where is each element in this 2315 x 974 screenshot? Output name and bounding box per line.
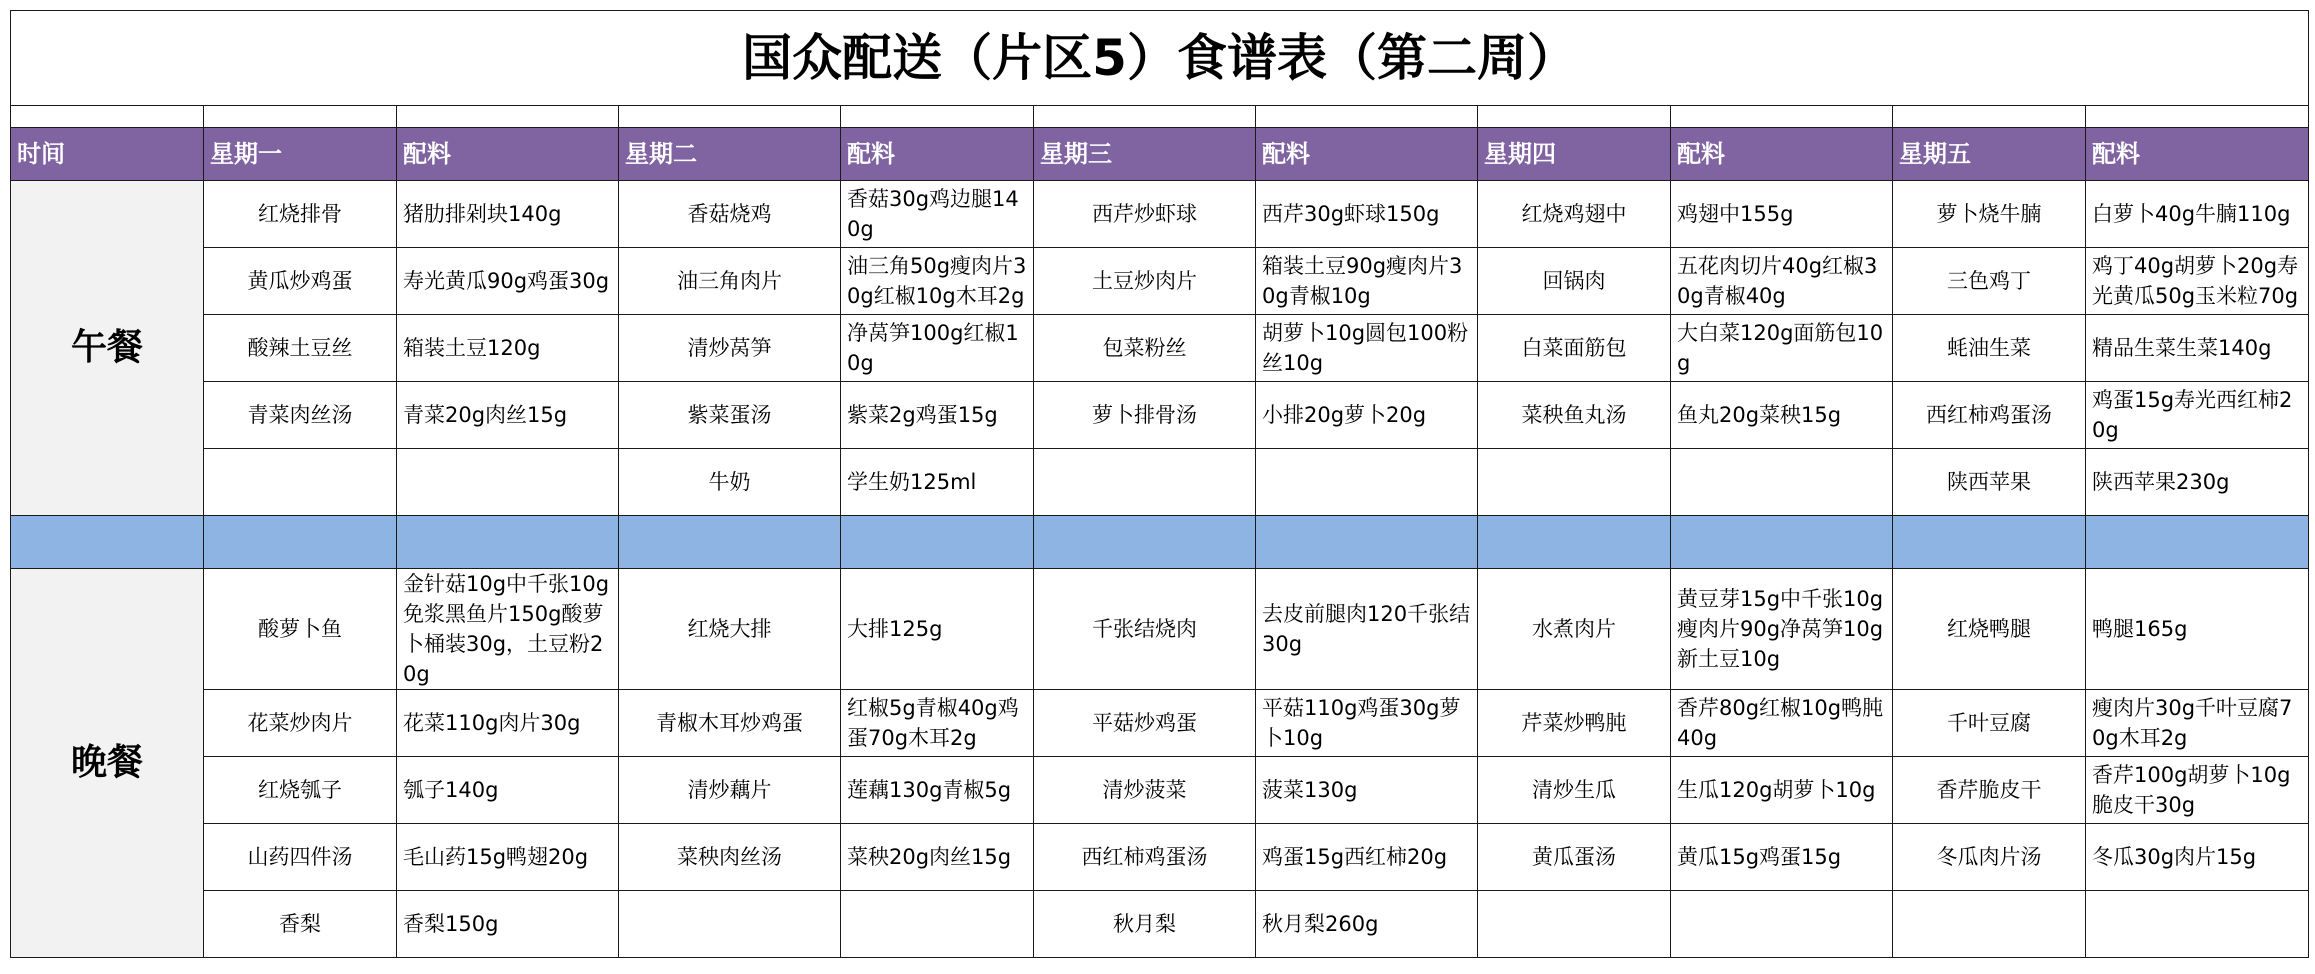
ingredients-cell: 鸡蛋15g西红柿20g — [1256, 824, 1478, 891]
dish-cell: 香菇烧鸡 — [619, 181, 841, 248]
dinner-label: 晚餐 — [11, 569, 204, 958]
dish-cell: 黄瓜炒鸡蛋 — [204, 248, 397, 315]
header-ingredients: 配料 — [397, 128, 619, 181]
dish-cell: 蚝油生菜 — [1893, 315, 2086, 382]
ingredients-cell: 菜秧20g肉丝15g — [841, 824, 1034, 891]
dish-cell: 山药四件汤 — [204, 824, 397, 891]
dish-cell: 陕西苹果 — [1893, 449, 2086, 516]
dish-cell: 花菜炒肉片 — [204, 690, 397, 757]
dinner-row — [11, 891, 2309, 958]
ingredients-cell: 花菜110g肉片30g — [397, 690, 619, 757]
dish-cell: 青菜肉丝汤 — [204, 382, 397, 449]
header-row — [11, 128, 2309, 181]
dish-cell: 酸辣土豆丝 — [204, 315, 397, 382]
ingredients-cell: 菠菜130g — [1256, 757, 1478, 824]
dish-cell: 白菜面筋包 — [1478, 315, 1671, 382]
header-thursday: 星期四 — [1478, 128, 1671, 181]
ingredients-cell: 小排20g萝卜20g — [1256, 382, 1478, 449]
dish-cell: 三色鸡丁 — [1893, 248, 2086, 315]
dish-cell: 清炒莴笋 — [619, 315, 841, 382]
ingredients-cell: 红椒5g青椒40g鸡蛋70g木耳2g — [841, 690, 1034, 757]
ingredients-cell: 白萝卜40g牛腩110g — [2086, 181, 2309, 248]
dish-cell: 酸萝卜鱼 — [204, 569, 397, 690]
dish-cell: 黄瓜蛋汤 — [1478, 824, 1671, 891]
dish-cell: 红烧瓠子 — [204, 757, 397, 824]
dish-cell: 红烧鸭腿 — [1893, 569, 2086, 690]
dish-cell: 青椒木耳炒鸡蛋 — [619, 690, 841, 757]
header-ingredients: 配料 — [2086, 128, 2309, 181]
ingredients-cell — [1671, 891, 1893, 958]
dinner-row — [11, 757, 2309, 824]
dish-cell: 香梨 — [204, 891, 397, 958]
dish-cell: 千张结烧肉 — [1034, 569, 1256, 690]
dish-cell — [1478, 891, 1671, 958]
dish-cell: 芹菜炒鸭肫 — [1478, 690, 1671, 757]
dish-cell: 清炒藕片 — [619, 757, 841, 824]
dish-cell: 千叶豆腐 — [1893, 690, 2086, 757]
lunch-row — [11, 382, 2309, 449]
ingredients-cell: 猪肋排剁块140g — [397, 181, 619, 248]
header-wednesday: 星期三 — [1034, 128, 1256, 181]
ingredients-cell: 冬瓜30g肉片15g — [2086, 824, 2309, 891]
lunch-row — [11, 449, 2309, 516]
ingredients-cell: 生瓜120g胡萝卜10g — [1671, 757, 1893, 824]
dish-cell: 清炒生瓜 — [1478, 757, 1671, 824]
ingredients-cell: 精品生菜生菜140g — [2086, 315, 2309, 382]
ingredients-cell: 瘦肉片30g千叶豆腐70g木耳2g — [2086, 690, 2309, 757]
header-ingredients: 配料 — [841, 128, 1034, 181]
dish-cell: 菜秧鱼丸汤 — [1478, 382, 1671, 449]
ingredients-cell: 香芹80g红椒10g鸭肫40g — [1671, 690, 1893, 757]
ingredients-cell: 寿光黄瓜90g鸡蛋30g — [397, 248, 619, 315]
ingredients-cell: 鱼丸20g菜秧15g — [1671, 382, 1893, 449]
dish-cell: 牛奶 — [619, 449, 841, 516]
ingredients-cell: 箱装土豆90g瘦肉片30g青椒10g — [1256, 248, 1478, 315]
ingredients-cell — [2086, 891, 2309, 958]
header-ingredients: 配料 — [1671, 128, 1893, 181]
dish-cell: 萝卜排骨汤 — [1034, 382, 1256, 449]
dish-cell: 香芹脆皮干 — [1893, 757, 2086, 824]
dish-cell — [204, 449, 397, 516]
dish-cell: 西红柿鸡蛋汤 — [1893, 382, 2086, 449]
dinner-row — [11, 569, 2309, 690]
page-title: 国众配送（片区5）食谱表（第二周） — [11, 11, 2309, 106]
ingredients-cell: 去皮前腿肉120千张结30g — [1256, 569, 1478, 690]
ingredients-cell: 油三角50g瘦肉片30g红椒10g木耳2g — [841, 248, 1034, 315]
dish-cell: 回锅肉 — [1478, 248, 1671, 315]
lunch-row — [11, 315, 2309, 382]
header-time: 时间 — [11, 128, 204, 181]
dish-cell: 红烧排骨 — [204, 181, 397, 248]
dish-cell: 清炒菠菜 — [1034, 757, 1256, 824]
ingredients-cell: 金针菇10g中千张10g免浆黑鱼片150g酸萝卜桶装30g，土豆粉20g — [397, 569, 619, 690]
ingredients-cell — [397, 449, 619, 516]
dish-cell: 冬瓜肉片汤 — [1893, 824, 2086, 891]
ingredients-cell: 黄瓜15g鸡蛋15g — [1671, 824, 1893, 891]
dish-cell: 红烧大排 — [619, 569, 841, 690]
dish-cell: 西红柿鸡蛋汤 — [1034, 824, 1256, 891]
ingredients-cell: 大白菜120g面筋包10g — [1671, 315, 1893, 382]
ingredients-cell: 秋月梨260g — [1256, 891, 1478, 958]
header-monday: 星期一 — [204, 128, 397, 181]
ingredients-cell: 箱装土豆120g — [397, 315, 619, 382]
ingredients-cell: 净莴笋100g红椒10g — [841, 315, 1034, 382]
dish-cell: 土豆炒肉片 — [1034, 248, 1256, 315]
ingredients-cell: 学生奶125ml — [841, 449, 1034, 516]
dish-cell — [619, 891, 841, 958]
ingredients-cell: 紫菜2g鸡蛋15g — [841, 382, 1034, 449]
dish-cell: 西芹炒虾球 — [1034, 181, 1256, 248]
dish-cell: 包菜粉丝 — [1034, 315, 1256, 382]
ingredients-cell: 西芹30g虾球150g — [1256, 181, 1478, 248]
ingredients-cell — [1671, 449, 1893, 516]
ingredients-cell: 鸡丁40g胡萝卜20g寿光黄瓜50g玉米粒70g — [2086, 248, 2309, 315]
header-tuesday: 星期二 — [619, 128, 841, 181]
ingredients-cell: 鸡翅中155g — [1671, 181, 1893, 248]
ingredients-cell: 大排125g — [841, 569, 1034, 690]
dinner-row — [11, 690, 2309, 757]
dish-cell: 红烧鸡翅中 — [1478, 181, 1671, 248]
ingredients-cell: 平菇110g鸡蛋30g萝卜10g — [1256, 690, 1478, 757]
dish-cell: 菜秧肉丝汤 — [619, 824, 841, 891]
dish-cell: 紫菜蛋汤 — [619, 382, 841, 449]
ingredients-cell: 青菜20g肉丝15g — [397, 382, 619, 449]
ingredients-cell: 五花肉切片40g红椒30g青椒40g — [1671, 248, 1893, 315]
menu-table — [10, 10, 2309, 958]
ingredients-cell: 莲藕130g青椒5g — [841, 757, 1034, 824]
ingredients-cell: 胡萝卜10g圆包100粉丝10g — [1256, 315, 1478, 382]
ingredients-cell — [841, 891, 1034, 958]
dish-cell: 秋月梨 — [1034, 891, 1256, 958]
ingredients-cell: 陕西苹果230g — [2086, 449, 2309, 516]
dinner-row — [11, 824, 2309, 891]
ingredients-cell: 香梨150g — [397, 891, 619, 958]
ingredients-cell: 香菇30g鸡边腿140g — [841, 181, 1034, 248]
dish-cell — [1893, 891, 2086, 958]
ingredients-cell: 香芹100g胡萝卜10g脆皮干30g — [2086, 757, 2309, 824]
ingredients-cell: 黄豆芽15g中千张10g瘦肉片90g净莴笋10g新土豆10g — [1671, 569, 1893, 690]
dish-cell — [1034, 449, 1256, 516]
ingredients-cell — [1256, 449, 1478, 516]
dish-cell: 平菇炒鸡蛋 — [1034, 690, 1256, 757]
lunch-label: 午餐 — [11, 181, 204, 516]
spacer-row — [11, 106, 2309, 128]
ingredients-cell: 鸭腿165g — [2086, 569, 2309, 690]
dish-cell — [1478, 449, 1671, 516]
header-ingredients: 配料 — [1256, 128, 1478, 181]
lunch-row — [11, 248, 2309, 315]
ingredients-cell: 鸡蛋15g寿光西红柿20g — [2086, 382, 2309, 449]
header-friday: 星期五 — [1893, 128, 2086, 181]
ingredients-cell: 毛山药15g鸭翅20g — [397, 824, 619, 891]
dish-cell: 萝卜烧牛腩 — [1893, 181, 2086, 248]
separator-row — [11, 516, 2309, 569]
dish-cell: 水煮肉片 — [1478, 569, 1671, 690]
lunch-row — [11, 181, 2309, 248]
ingredients-cell: 瓠子140g — [397, 757, 619, 824]
dish-cell: 油三角肉片 — [619, 248, 841, 315]
